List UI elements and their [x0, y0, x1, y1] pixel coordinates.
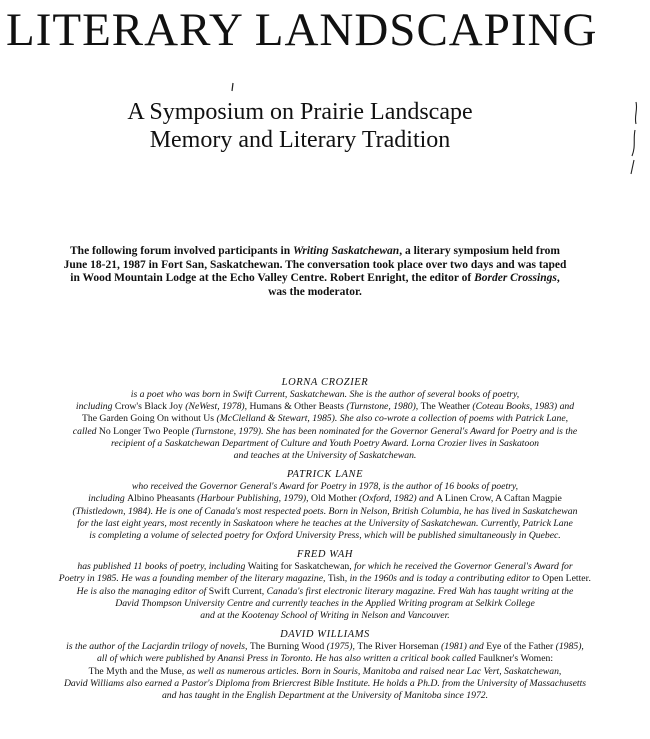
work-title: Open Letter: [542, 573, 589, 585]
bio-text: is a poet who was born in Swift Current, Saskatchewan. She is the author of several books of poetry,: [130, 389, 520, 400]
bio-line: [0, 678, 650, 690]
work-title: A Linen Crow, A Caftan Magpie: [436, 493, 562, 505]
work-title: The River Horseman: [357, 641, 439, 653]
bio-line: [0, 506, 650, 518]
work-title: The Garden Going On without Us: [81, 413, 215, 425]
bio-text: (Oxford, 1982) and: [356, 493, 437, 505]
bio-line: [0, 426, 650, 438]
bio-text: Poetry in 1985. He was a founding member of the literary magazine,: [58, 573, 328, 585]
bio-text: and teaches at the University of Saskatchewan.: [233, 450, 417, 462]
contributor-name: FRED WAH: [296, 549, 354, 561]
work-title: The Myth and the Muse: [88, 665, 182, 677]
subtitle-line-2: Memory and Literary Tradition: [149, 127, 451, 153]
bio-line: [0, 389, 650, 401]
intro-text-3: , was the moderator.: [268, 272, 560, 298]
bio-line: [0, 530, 650, 542]
bio-line: [0, 401, 650, 413]
page-edge-scan-mark: [622, 100, 642, 180]
bio-text: for the last eight years, most recently in Saskatoon where he teaches at the University of Saskatchewan. Currently, Patrick Lane: [77, 517, 573, 529]
bio-text: has published 11 books of poetry, including: [77, 561, 248, 573]
bio-text: (1985),: [553, 641, 584, 653]
contributor-bio: [0, 548, 650, 622]
intro-event-name: Writing Saskatchewan: [293, 245, 400, 257]
bio-text: (Harbour Publishing, 1979),: [194, 493, 311, 505]
bio-text: all of which were published by Anansi Press in Toronto. He has also written a critical book called: [96, 653, 479, 665]
bio-text: including: [88, 493, 128, 505]
work-title: Eye of the Father: [486, 641, 554, 653]
bio-line: [0, 598, 650, 610]
article-title: LITERARY LANDSCAPING: [6, 4, 598, 56]
contributor-bio: [0, 628, 650, 702]
bio-text: David Thompson University Centre and currently teaches in the Applied Writing program at Selkirk College: [115, 597, 535, 609]
work-title: Swift Current: [208, 585, 262, 597]
stray-ink-mark: [230, 82, 236, 92]
work-title: Albino Pheasants: [127, 493, 195, 505]
bio-line: [0, 493, 650, 505]
bio-text: , Canada's first electronic literary magazine. Fred Wah has taught writing at the: [261, 585, 574, 597]
intro-text-1: The following forum involved participants in: [70, 245, 293, 257]
bio-text: (Turnstone, 1980),: [343, 401, 421, 413]
work-title: Waiting for Saskatchewan: [247, 561, 350, 573]
bio-line: [0, 666, 650, 678]
contributor-bio: [0, 376, 650, 462]
bio-line: [0, 641, 650, 653]
bio-line: [0, 450, 650, 462]
bio-text: including: [75, 401, 115, 413]
bio-text: recipient of a Saskatchewan Department of Culture and Youth Poetry Award. Lorna Crozier lives in Saskatoon: [110, 437, 540, 449]
bio-line: [0, 610, 650, 622]
work-title: Crow's Black Joy: [114, 401, 183, 413]
contributor-name: LORNA CROZIER: [281, 377, 369, 388]
bio-line: [0, 438, 650, 450]
contributor-bios: [0, 376, 650, 702]
work-title: No Longer Two People: [98, 425, 190, 437]
bio-line: [0, 573, 650, 585]
contributor-name: PATRICK LANE: [286, 469, 364, 481]
bio-text: is completing a volume of selected poetry for Oxford University Press, which will be published simultaneously in Quebec.: [89, 530, 561, 542]
contributor-name: DAVID WILLIAMS: [280, 629, 370, 641]
work-title: Old Mother: [310, 493, 357, 505]
work-title: Tish: [327, 573, 345, 585]
intro-paragraph: [60, 245, 570, 299]
bio-text: (NeWest, 1978),: [182, 401, 250, 413]
bio-text: who received the Governor General's Award for Poetry in 1978, is the author of 16 books of poetry,: [131, 481, 519, 493]
intro-text-2: , a literary symposium held from June 18-21, 1987 in Fort San, Saskatchewan. The conversation took place over two days and was taped in Wood Mountain Lodge at the Echo Valley Centre. Robert Enright, the editor of: [63, 245, 567, 284]
bio-text: (1975),: [324, 641, 358, 653]
bio-text: , as well as numerous articles. Born in Souris, Manitoba and raised near Lac Vert, Saskatchewan,: [181, 665, 562, 677]
bio-text: , in the 1960s and is today a contributing editor to: [344, 573, 543, 585]
bio-text: (Turnstone, 1979). She has been nominated for the Governor General's Award for Poetry and is the: [189, 425, 578, 437]
bio-line: [0, 586, 650, 598]
article-subtitle: [60, 98, 540, 154]
bio-text: He is also the managing editor of: [76, 585, 209, 597]
bio-line: [0, 561, 650, 573]
bio-text: and at the Kootenay School of Writing in Nelson and Vancouver.: [200, 610, 450, 622]
bio-text: (1981) and: [438, 641, 487, 653]
work-title: The Burning Wood: [249, 641, 325, 653]
contributor-bio: [0, 468, 650, 542]
bio-text: David Williams also earned a Pastor's Diploma from Briercrest Bible Institute. He holds a Ph.D. from the University of Massachusetts: [63, 677, 587, 689]
bio-line: [0, 518, 650, 530]
bio-text: (Coteau Books, 1983) and: [469, 401, 575, 413]
bio-text: (McClelland & Stewart, 1985). She also co-wrote a collection of poems with Patrick Lane,: [214, 413, 569, 425]
bio-text: (Thistledown, 1984). He is one of Canada's most respected poets. Born in Nelson, British Columbia, he has lived in Saskatchewan: [72, 505, 578, 517]
bio-text: called: [72, 425, 99, 437]
work-title: Humans & Other Beasts: [249, 401, 344, 413]
bio-text: .: [588, 573, 592, 585]
subtitle-line-1: A Symposium on Prairie Landscape: [127, 99, 473, 125]
bio-line: [0, 690, 650, 702]
bio-text: is the author of the Lacjardin trilogy of novels,: [66, 641, 250, 653]
bio-line: [0, 481, 650, 493]
work-title: The Weather: [420, 401, 470, 413]
bio-text: and has taught in the English Department at the University of Manitoba since 1972.: [161, 690, 489, 702]
bio-text: , for which he received the Governor General's Award for: [349, 561, 573, 573]
bio-line: [0, 413, 650, 425]
intro-magazine-name: Border Crossings: [474, 272, 557, 284]
bio-line: [0, 653, 650, 665]
work-title: Faulkner's Women:: [478, 653, 554, 665]
